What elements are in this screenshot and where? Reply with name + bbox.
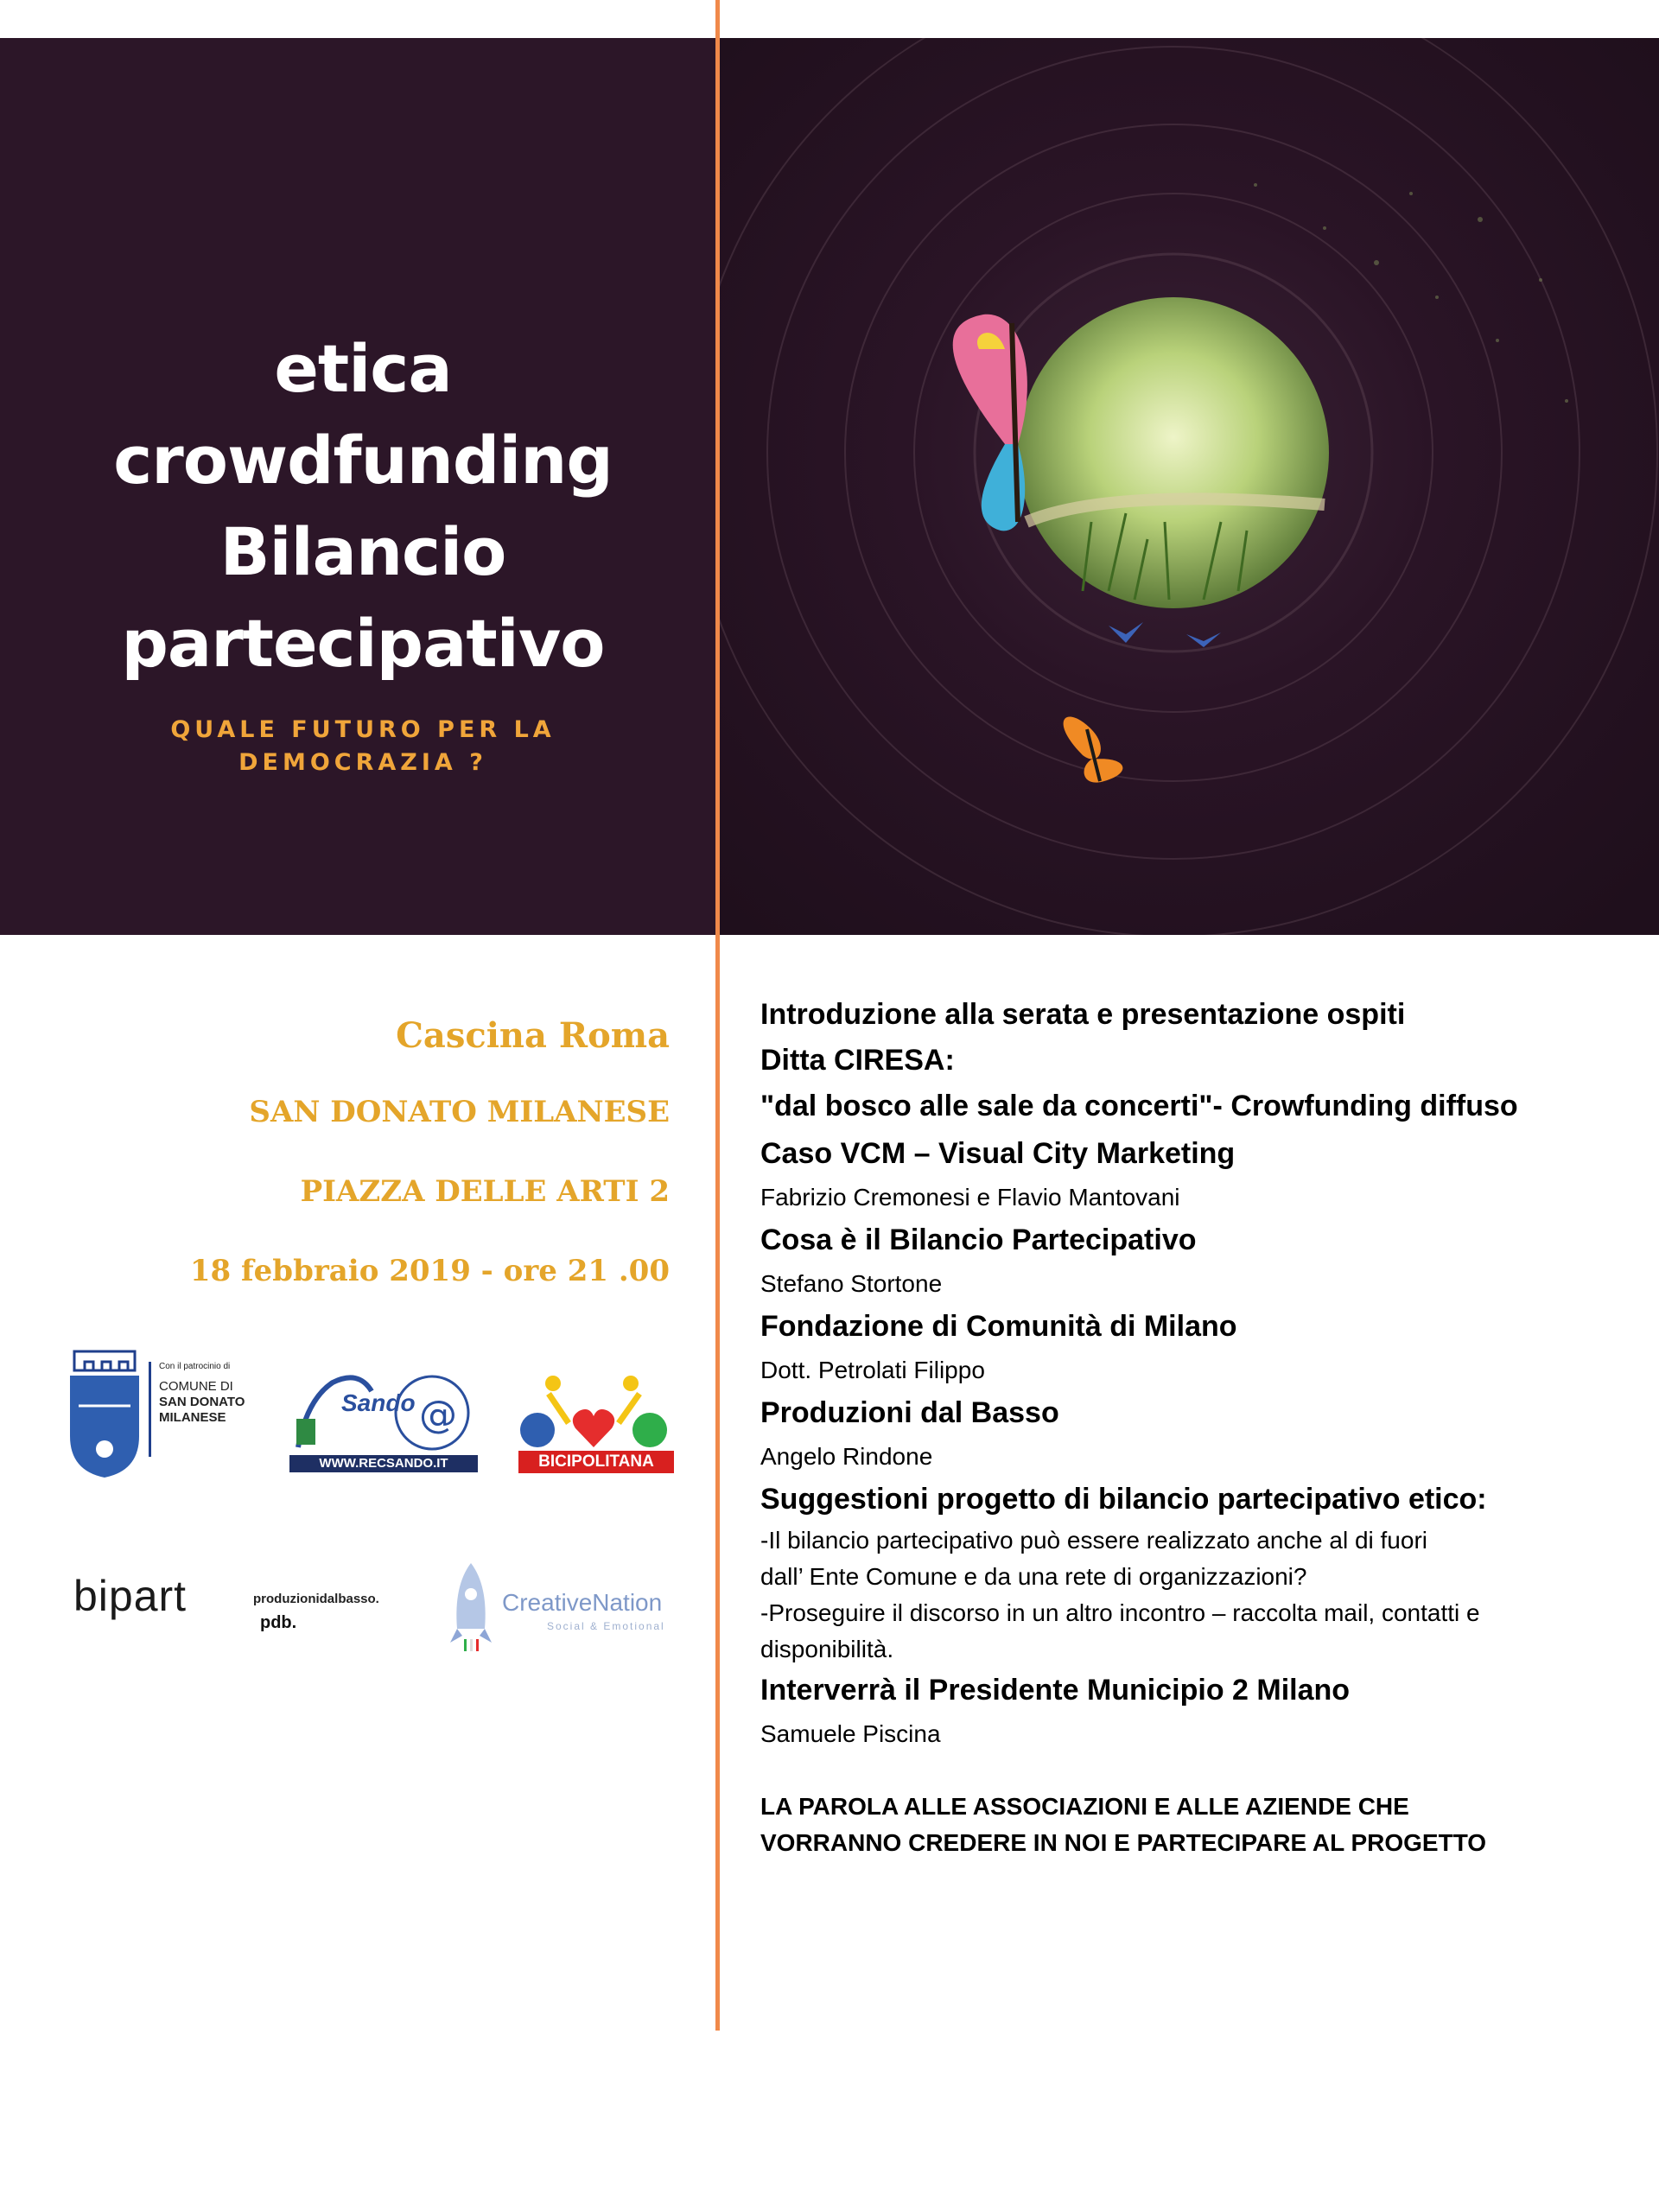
logo-comune-san-donato xyxy=(66,1350,245,1479)
program-heading: Fondazione di Comunità di Milano xyxy=(760,1310,1237,1343)
svg-text:@: @ xyxy=(419,1393,457,1437)
program-speaker: Dott. Petrolati Filippo xyxy=(760,1357,985,1383)
pdb-full-name: produzionidalbasso. xyxy=(253,1592,379,1606)
vertical-divider xyxy=(715,0,720,2031)
hero-title-line: partecipativo xyxy=(121,605,605,682)
program-detail: disponibilità. xyxy=(760,1636,894,1662)
program-heading: "dal bosco alle sale da concerti"- Crowfunding diffuso xyxy=(760,1090,1518,1122)
program-heading: Introduzione alla serata e presentazione ospiti xyxy=(760,998,1406,1031)
comune-line: MILANESE xyxy=(159,1410,226,1425)
program-spacer xyxy=(760,1754,1642,1789)
program-heading: Produzioni dal Basso xyxy=(760,1396,1059,1429)
hero-title-line: crowdfunding xyxy=(113,422,613,499)
venue-name: Cascina Roma xyxy=(396,1015,670,1056)
program-speaker: Samuele Piscina xyxy=(760,1720,941,1747)
program-heading: Cosa è il Bilancio Partecipativo xyxy=(760,1224,1197,1256)
program-speaker: Stefano Stortone xyxy=(760,1270,943,1297)
program-call-to-action: LA PAROLA ALLE ASSOCIAZIONI E ALLE AZIENDE CHE xyxy=(760,1793,1409,1820)
creativenation-tagline: Social & Emotional xyxy=(547,1620,665,1632)
program-detail: dall’ Ente Comune e da una rete di organizzazioni? xyxy=(760,1563,1307,1590)
logo-recsando xyxy=(289,1365,478,1476)
comune-patrocinio: Con il patrocinio di xyxy=(159,1362,231,1371)
program-heading: Ditta CIRESA: xyxy=(760,1044,955,1077)
program-detail: -Il bilancio partecipativo può essere realizzato anche al di fuori xyxy=(760,1527,1427,1554)
logo-creativenation xyxy=(445,1560,687,1663)
recsando-url: WWW.RECSANDO.IT xyxy=(289,1455,478,1472)
hero-subtitle xyxy=(121,714,605,779)
comune-line: COMUNE DI xyxy=(159,1379,233,1394)
program-detail: -Proseguire il discorso in un altro incontro – raccolta mail, contatti e xyxy=(760,1599,1480,1626)
tunnel-illustration xyxy=(720,38,1659,935)
program-heading: Caso VCM – Visual City Marketing xyxy=(760,1137,1236,1170)
program-call-to-action: VORRANNO CREDERE IN NOI E PARTECIPARE AL PROGETTO xyxy=(760,1829,1487,1856)
hero-title xyxy=(95,323,631,690)
comune-divider-line xyxy=(149,1362,151,1457)
bicycle-icon xyxy=(518,1371,674,1451)
recsando-name: Sando xyxy=(341,1389,416,1416)
program-speaker: Angelo Rindone xyxy=(760,1443,933,1470)
program-heading: Interverrà il Presidente Municipio 2 Milano xyxy=(760,1674,1351,1707)
logo-bipart: bipart xyxy=(73,1572,188,1620)
comune-line: SAN DONATO xyxy=(159,1395,245,1409)
program-speaker: Fabrizio Cremonesi e Flavio Mantovani xyxy=(760,1184,1180,1211)
hero-title-line: Bilancio xyxy=(219,513,506,590)
pdb-short-name: pdb. xyxy=(260,1613,297,1632)
hero-subtitle-line: DEMOCRAZIA ? xyxy=(238,749,487,776)
program-list xyxy=(760,992,1642,1861)
hero-subtitle-line: QUALE FUTURO PER LA xyxy=(170,716,556,743)
shield-icon xyxy=(66,1350,143,1479)
venue-address: PIAZZA DELLE ARTI 2 xyxy=(300,1174,670,1209)
hero-title-line: etica xyxy=(274,330,452,407)
rocket-icon xyxy=(445,1560,497,1655)
creativenation-name: CreativeNation xyxy=(502,1589,663,1616)
hero-banner xyxy=(0,38,1659,935)
venue-city: SAN DONATO MILANESE xyxy=(249,1095,670,1129)
venue-datetime: 18 febbraio 2019 - ore 21 .00 xyxy=(189,1254,670,1288)
logo-produzionidalbasso xyxy=(253,1592,379,1633)
program-heading: Suggestioni progetto di bilancio partecipativo etico: xyxy=(760,1483,1487,1516)
venue-info xyxy=(48,1015,670,1333)
bicipolitana-name: BICIPOLITANA xyxy=(518,1451,674,1473)
logo-bicipolitana xyxy=(518,1371,674,1475)
comune-text xyxy=(159,1379,245,1426)
